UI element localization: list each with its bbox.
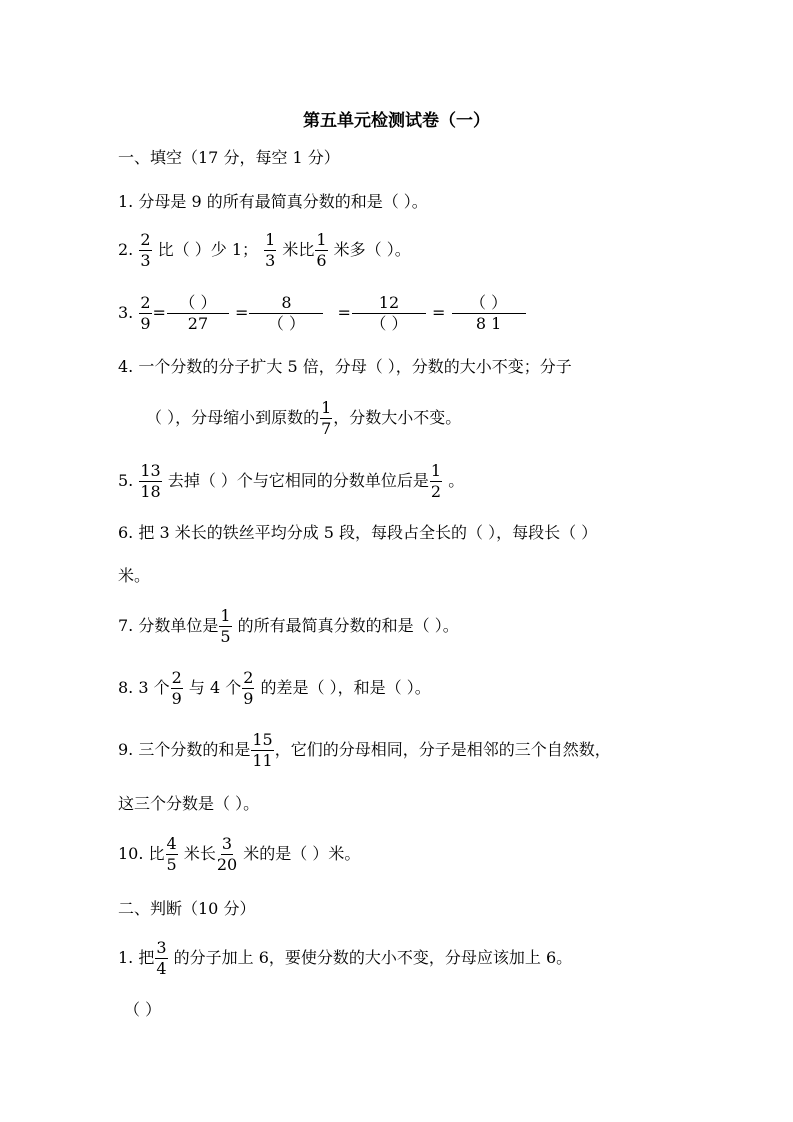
question-1-4-line1: 4. 一个分数的分子扩大 5 倍，分母（ ），分数的大小不变；分子: [118, 357, 572, 376]
question-1-9-line1: 9. 三个分数的和是 $\frac{15}{11}$ ，它们的分母相同，分子是相邻的三个自然数，: [118, 730, 611, 770]
fraction: $\frac{1}{6}$: [316, 230, 327, 270]
question-1-6-line2: 米。: [118, 566, 151, 585]
page-title: 第五单元检测试卷（一）: [303, 111, 490, 131]
fraction: $\frac{1}{7}$: [321, 398, 332, 438]
fraction: $\frac{13}{18}$: [140, 461, 161, 501]
fraction: $\frac{4}{5}$: [166, 834, 177, 874]
question-1-6-line1: 6. 把 3 米长的铁丝平均分成 5 段，每段占全长的（ ），每段长（ ）: [118, 523, 598, 542]
fraction-blank: $\frac{( )}{8 1}$: [452, 293, 526, 334]
question-1-4-line2: （ ），分母缩小到原数的 $\frac{1}{7}$ ，分数大小不变。: [146, 398, 462, 438]
question-1-1: 1. 分母是 9 的所有最简真分数的和是（ ）。: [118, 192, 428, 211]
fraction-blank: $\frac{8}{( )}$: [249, 293, 323, 334]
section2-header: 二、判断（10 分）: [118, 899, 256, 918]
fraction: $\frac{1}{3}$: [265, 230, 276, 270]
question-1-10: 10. 比 $\frac{4}{5}$ 米长 $\frac{3}{20}$ 米的是（ ）米。: [118, 834, 361, 874]
fraction: $\frac{15}{11}$: [252, 730, 273, 770]
fraction: $\frac{3}{20}$: [216, 834, 238, 874]
fraction: $\frac{2}{3}$: [140, 230, 151, 270]
question-1-9-line2: 这三个分数是（ ）。: [118, 794, 260, 813]
fraction: $\frac{3}{4}$: [156, 938, 167, 978]
question-1-5: 5. $\frac{13}{18}$ 去掉（ ）个与它相同的分数单位后是 $\frac{1}{2}$ 。: [118, 461, 465, 501]
fraction: $\frac{1}{5}$: [220, 606, 231, 646]
question-1-2: 2. $\frac{2}{3}$ 比（ ）少 1； $\frac{1}{3}$ 米比 $\frac{1}{6}$ 米多（ ）。: [118, 230, 411, 270]
question-1-3: 3. $\frac{2}{9}$ = $\frac{( )}{27}$ = $\frac{8}{( )}$ = $\frac{12}{( )}$ = $\frac{( )}{8 1}$: [118, 293, 527, 334]
fraction: $\frac{2}{9}$: [140, 293, 151, 333]
fraction: $\frac{2}{9}$: [243, 668, 254, 708]
fraction: $\frac{2}{9}$: [171, 668, 182, 708]
question-1-7: 7. 分数单位是 $\frac{1}{5}$ 的所有最简真分数的和是（ ）。: [118, 606, 459, 646]
answer-blank: （ ）: [124, 1000, 162, 1019]
fraction: $\frac{1}{2}$: [430, 461, 442, 501]
fraction-blank: $\frac{12}{( )}$: [352, 293, 426, 334]
section1-header: 一、填空（17 分，每空 1 分）: [118, 148, 340, 167]
question-1-8: 8. 3 个 $\frac{2}{9}$ 与 4 个 $\frac{2}{9}$ 的差是（ ），和是（ ）。: [118, 668, 431, 708]
question-2-1: 1. 把 $\frac{3}{4}$ 的分子加上 6，要使分数的大小不变，分母应该加上 6。: [118, 938, 573, 978]
fraction-blank: $\frac{( )}{27}$: [167, 293, 229, 334]
